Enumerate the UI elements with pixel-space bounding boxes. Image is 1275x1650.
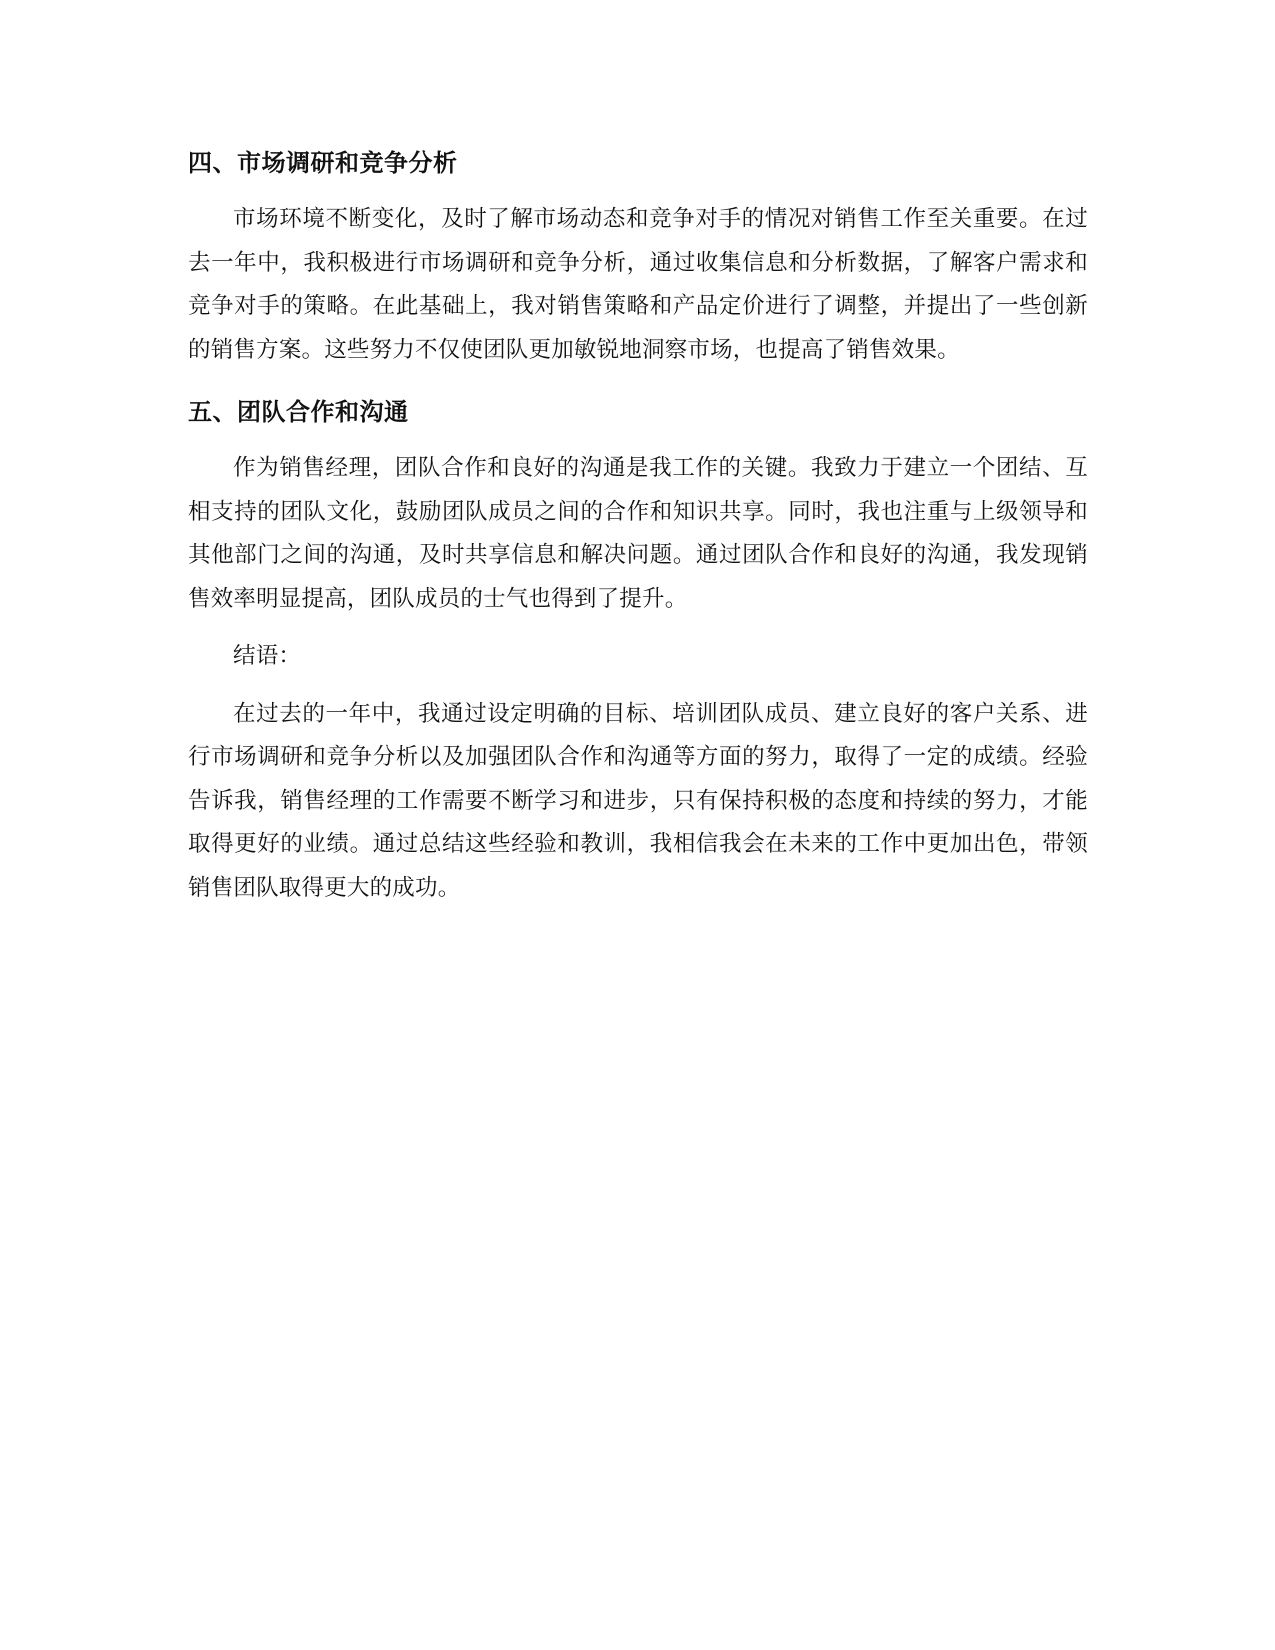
conclusion-label: 结语：: [233, 643, 302, 669]
section-paragraph-market-research: 市场环境不断变化，及时了解市场动态和竞争对手的情况对销售工作至关重要。在过去一年中，我积极进行市场调研和竞争分析，通过收集信息和分析数据，了解客户需求和竞争对手的策略。在此基础上，我对销售策略和产品定价进行了调整，并提出了一些创新的销售方案。这些努力不仅使团队更加敏锐地洞察市场，也提高了销售效果。: [188, 206, 1088, 363]
section-heading-teamwork: 五、团队合作和沟通: [188, 398, 409, 426]
section-heading-market-research: 四、市场调研和竞争分析: [188, 149, 458, 177]
document-body: [188, 145, 1088, 910]
section-paragraph-teamwork: 作为销售经理，团队合作和良好的沟通是我工作的关键。我致力于建立一个团结、互相支持的团队文化，鼓励团队成员之间的合作和知识共享。同时，我也注重与上级领导和其他部门之间的沟通，及时共享信息和解决问题。通过团队合作和良好的沟通，我发现销售效率明显提高，团队成员的士气也得到了提升。: [188, 455, 1088, 612]
conclusion-paragraph: 在过去的一年中，我通过设定明确的目标、培训团队成员、建立良好的客户关系、进行市场调研和竞争分析以及加强团队合作和沟通等方面的努力，取得了一定的成绩。经验告诉我，销售经理的工作需要不断学习和进步，只有保持积极的态度和持续的努力，才能取得更好的业绩。通过总结这些经验和教训，我相信我会在未来的工作中更加出色，带领销售团队取得更大的成功。: [188, 700, 1088, 901]
